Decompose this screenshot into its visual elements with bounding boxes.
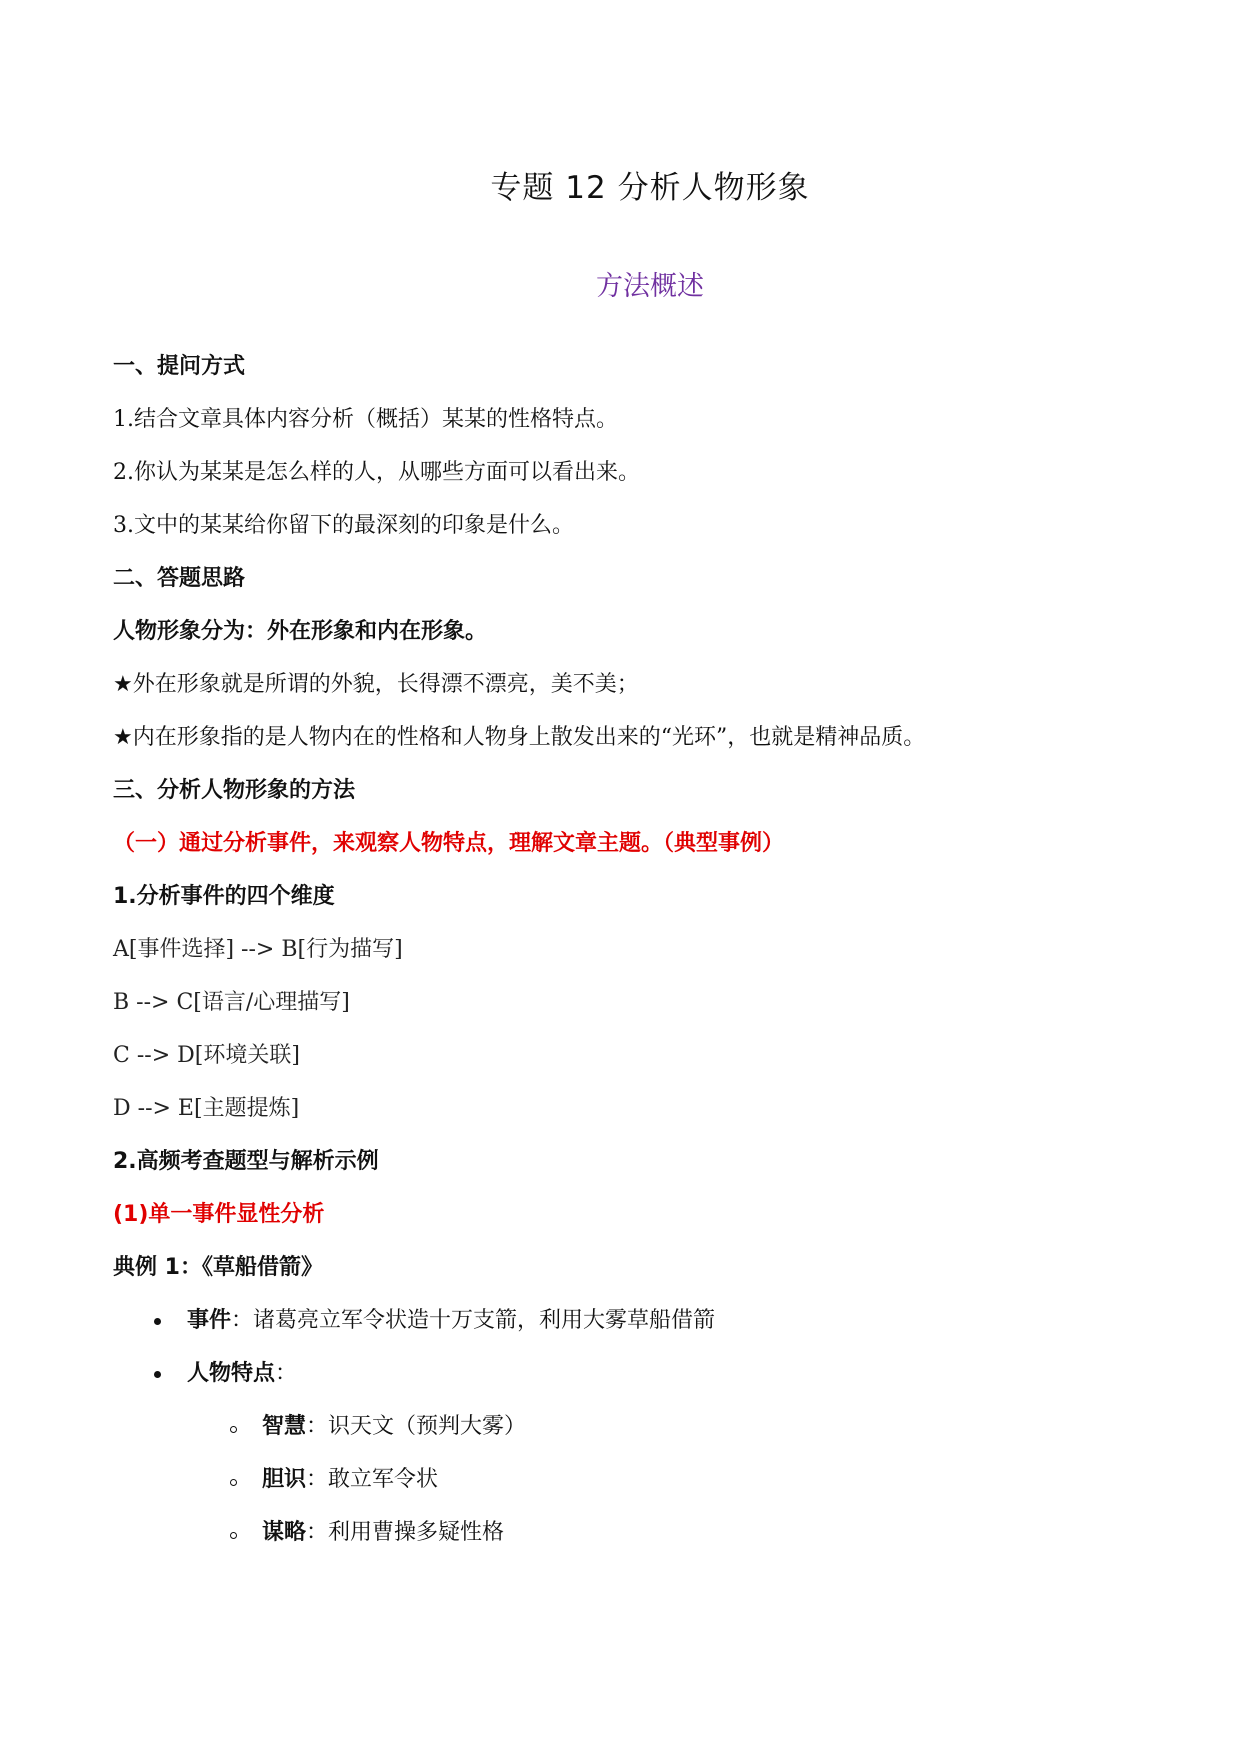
flow-line-2: B --> C[语言/心理描写]: [113, 990, 350, 1015]
example-1-traits: [187, 1359, 297, 1389]
example-1-title: 典例 1：《草船借箭》: [113, 1255, 323, 1280]
page-title: 专题 12 分析人物形象: [490, 170, 810, 206]
bullet-ring-icon: [230, 1532, 237, 1539]
approach-star-1-text: 外在形象就是所谓的外貌，长得漂不漂亮，美不美；: [132, 672, 639, 697]
trait-label: 智慧: [262, 1414, 307, 1439]
traits-label: 人物特点: [187, 1361, 276, 1386]
question-item-2: 2.你认为某某是怎么样的人，从哪些方面可以看出来。: [113, 460, 640, 485]
bullet-ring-icon: [230, 1426, 237, 1433]
event-text: ：诸葛亮立军令状造十万支箭，利用大雾草船借箭: [231, 1308, 716, 1333]
bullet-ring-icon: [230, 1479, 237, 1486]
heading-methods: 三、分析人物形象的方法: [113, 778, 356, 803]
method-point-1: 1.分析事件的四个维度: [113, 884, 335, 909]
trait-label: 胆识: [262, 1467, 307, 1492]
heading-questions: 一、提问方式: [113, 354, 246, 379]
event-label: 事件: [187, 1308, 232, 1333]
approach-star-2-text: 内在形象指的是人物内在的性格和人物身上散发出来的“光环”，也就是精神品质。: [132, 725, 926, 750]
star-icon: ★: [113, 672, 133, 697]
bullet-dot-icon: [154, 1318, 161, 1325]
method-point-2: 2.高频考查题型与解析示例: [113, 1149, 379, 1174]
trait-label: 谋略: [262, 1520, 307, 1545]
approach-star-2: [113, 723, 925, 753]
trait-item-2: [262, 1465, 438, 1495]
approach-lead: 人物形象分为：外在形象和内在形象。: [113, 619, 488, 644]
section-subtitle: 方法概述: [596, 271, 704, 302]
bullet-dot-icon: [154, 1371, 161, 1378]
flow-line-4: D --> E[主题提炼]: [113, 1096, 300, 1121]
question-item-3: 3.文中的某某给你留下的最深刻的印象是什么。: [113, 513, 574, 538]
approach-star-1: [113, 670, 639, 700]
question-item-1: 1.结合文章具体内容分析（概括）某某的性格特点。: [113, 407, 618, 432]
star-icon: ★: [113, 725, 133, 750]
trait-text: ：敢立军令状: [306, 1467, 439, 1492]
trait-text: ：利用曹操多疑性格: [306, 1520, 505, 1545]
heading-approach: 二、答题思路: [113, 566, 246, 591]
trait-text: ：识天文（预判大雾）: [306, 1414, 527, 1439]
trait-item-1: [262, 1412, 526, 1442]
flow-line-1: A[事件选择] --> B[行为描写]: [113, 937, 403, 962]
example-1-event: [187, 1306, 715, 1336]
traits-colon: ：: [275, 1361, 298, 1386]
trait-item-3: [262, 1518, 504, 1548]
question-type-1: (1)单一事件显性分析: [113, 1202, 325, 1227]
flow-line-3: C --> D[环境关联]: [113, 1043, 300, 1068]
method-subheading-1: （一）通过分析事件，来观察人物特点，理解文章主题。（典型事例）: [113, 831, 785, 856]
